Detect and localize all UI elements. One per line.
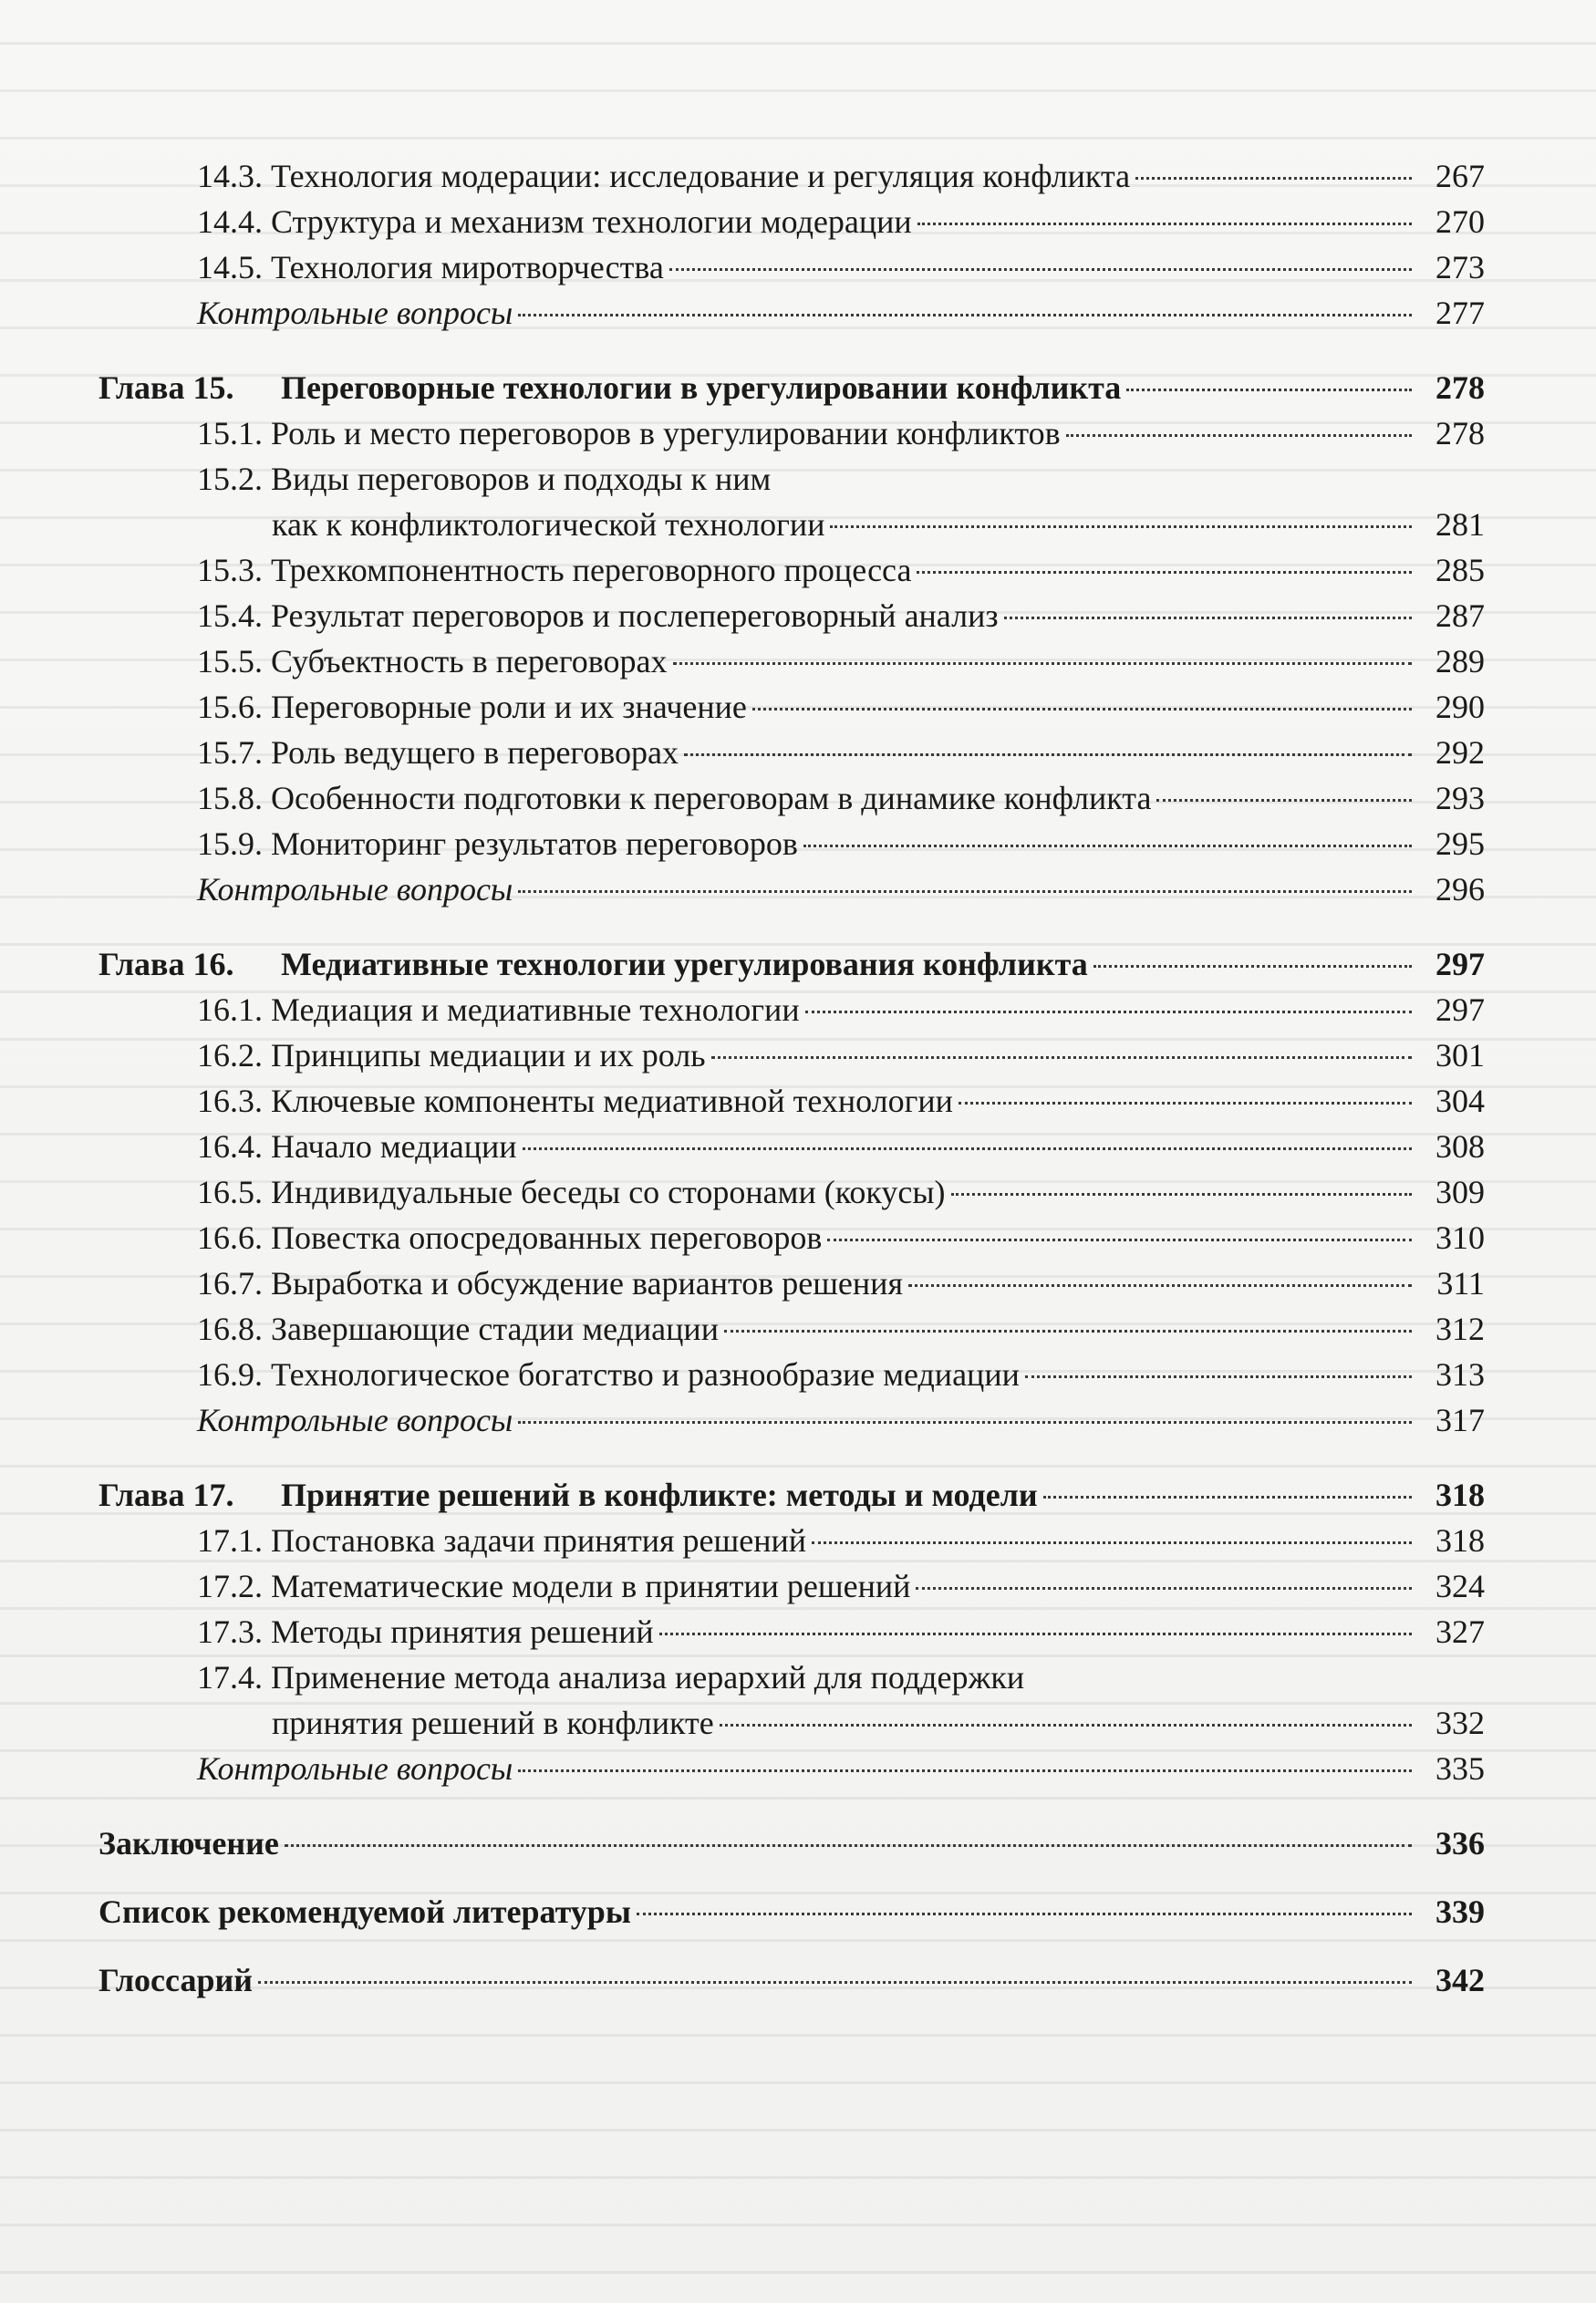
page-number: 277 xyxy=(1435,295,1485,331)
page-number: 342 xyxy=(1435,1962,1485,1998)
entry-title: Контрольные вопросы xyxy=(197,1750,513,1787)
entry-title: Медиативные технологии урегулирования конфликта xyxy=(281,946,1088,982)
chapter-number: Глава 15. xyxy=(98,369,234,406)
entry-title: 15.1. Роль и место переговоров в урегулировании конфликтов xyxy=(197,415,1061,451)
page-number: 317 xyxy=(1435,1402,1485,1438)
toc-section-entry[interactable] xyxy=(98,456,1485,502)
entry-title: 16.9. Технологическое богатство и разнообразие медиации xyxy=(197,1356,1020,1393)
dot-leader xyxy=(1004,617,1412,619)
dot-leader xyxy=(917,223,1412,225)
backmatter-spacer xyxy=(98,1791,1485,1821)
entry-title: 16.1. Медиация и медиативные технологии xyxy=(197,991,800,1028)
table-of-contents xyxy=(98,153,1485,2003)
toc-section-entry[interactable] xyxy=(98,684,1485,730)
dot-leader xyxy=(523,1147,1412,1150)
chapter-number: Глава 16. xyxy=(98,946,234,982)
page-number: 309 xyxy=(1435,1174,1485,1210)
dot-leader xyxy=(752,708,1412,711)
dot-leader xyxy=(518,1769,1412,1772)
toc-section-entry[interactable] xyxy=(98,1518,1485,1563)
dot-leader xyxy=(711,1056,1412,1059)
entry-title: 16.4. Начало медиации xyxy=(197,1128,517,1165)
page-number: 267 xyxy=(1435,158,1485,194)
entry-title: Заключение xyxy=(98,1825,279,1862)
toc-section-entry[interactable] xyxy=(98,1169,1485,1215)
entry-title: Контрольные вопросы xyxy=(197,295,513,331)
chapter-spacer xyxy=(98,912,1485,941)
entry-title: 16.6. Повестка опосредованных переговоров xyxy=(197,1219,823,1256)
toc-section-entry[interactable] xyxy=(98,244,1485,290)
page-number: 335 xyxy=(1435,1750,1485,1787)
page-number: 296 xyxy=(1435,871,1485,908)
toc-section-entry[interactable] xyxy=(98,1563,1485,1609)
dot-leader xyxy=(258,1981,1412,1984)
entry-title: 16.2. Принципы медиации и их роль xyxy=(197,1037,706,1074)
page-number: 318 xyxy=(1435,1522,1485,1559)
page-number: 327 xyxy=(1435,1613,1485,1650)
dot-leader xyxy=(803,845,1412,847)
dot-leader xyxy=(916,1587,1412,1590)
toc-chapter-entry[interactable] xyxy=(98,941,1485,987)
dot-leader xyxy=(1066,434,1412,437)
dot-leader xyxy=(285,1844,1412,1847)
backmatter-spacer xyxy=(98,1935,1485,1957)
toc-section-continuation[interactable] xyxy=(98,502,1485,547)
dot-leader xyxy=(673,662,1412,665)
toc-section-entry[interactable] xyxy=(98,547,1485,593)
dot-leader xyxy=(827,1239,1412,1241)
page-number: 324 xyxy=(1435,1568,1485,1604)
page-number: 311 xyxy=(1436,1265,1485,1302)
dot-leader xyxy=(659,1633,1412,1635)
dot-leader xyxy=(805,1011,1412,1013)
entry-title: Контрольные вопросы xyxy=(197,871,513,908)
page-number: 289 xyxy=(1435,643,1485,679)
entry-title: 15.5. Субъектность в переговорах xyxy=(197,643,668,679)
entry-title: Контрольные вопросы xyxy=(197,1402,513,1438)
toc-section-continuation[interactable] xyxy=(98,1700,1485,1746)
page-number: 308 xyxy=(1435,1128,1485,1165)
dot-leader xyxy=(518,890,1412,893)
toc-review-questions-entry[interactable] xyxy=(98,866,1485,912)
toc-section-entry[interactable] xyxy=(98,593,1485,638)
toc-backmatter-entry[interactable] xyxy=(98,1889,1485,1935)
entry-title: 17.4. Применение метода анализа иерархий для поддержки xyxy=(197,1659,1025,1696)
dot-leader xyxy=(917,571,1412,574)
toc-review-questions-entry[interactable] xyxy=(98,290,1485,336)
toc-section-entry[interactable] xyxy=(98,1352,1485,1397)
entry-title: принятия решений в конфликте xyxy=(272,1705,714,1741)
dot-leader xyxy=(1093,965,1412,968)
dot-leader xyxy=(959,1102,1412,1105)
entry-title: 17.1. Постановка задачи принятия решений xyxy=(197,1522,807,1559)
toc-section-entry[interactable] xyxy=(98,1260,1485,1306)
dot-leader xyxy=(518,314,1412,316)
toc-section-entry[interactable] xyxy=(98,153,1485,199)
dot-leader xyxy=(518,1421,1412,1424)
page-number: 336 xyxy=(1435,1825,1485,1862)
page-number: 332 xyxy=(1435,1705,1485,1741)
entry-title: 15.9. Мониторинг результатов переговоров xyxy=(197,825,798,862)
page-number: 285 xyxy=(1435,552,1485,588)
dot-leader xyxy=(812,1541,1412,1544)
dot-leader xyxy=(720,1724,1412,1727)
entry-title: 16.7. Выработка и обсуждение вариантов решения xyxy=(197,1265,903,1302)
dot-leader xyxy=(724,1330,1412,1333)
page-number: 297 xyxy=(1435,991,1485,1028)
page-number: 297 xyxy=(1435,946,1485,982)
chapter-spacer xyxy=(98,336,1485,365)
dot-leader xyxy=(1156,799,1412,802)
toc-section-entry[interactable] xyxy=(98,1032,1485,1078)
entry-title: 15.8. Особенности подготовки к переговорам в динамике конфликта xyxy=(197,780,1152,816)
page-number: 318 xyxy=(1435,1477,1485,1513)
page-number: 310 xyxy=(1435,1219,1485,1256)
entry-title: 15.4. Результат переговоров и послепереговорный анализ xyxy=(197,597,999,634)
chapter-spacer xyxy=(98,1443,1485,1472)
entry-title: как к конфликтологической технологии xyxy=(272,506,825,543)
page-number: 313 xyxy=(1435,1356,1485,1393)
entry-title: 15.7. Роль ведущего в переговорах xyxy=(197,734,679,771)
dot-leader xyxy=(951,1193,1413,1196)
toc-section-entry[interactable] xyxy=(98,199,1485,244)
entry-title: 17.2. Математические модели в принятии решений xyxy=(197,1568,911,1604)
page-number: 278 xyxy=(1435,415,1485,451)
entry-title: 14.3. Технология модерации: исследование и регуляция конфликта xyxy=(197,158,1131,194)
page-number: 290 xyxy=(1435,689,1485,725)
page-number: 270 xyxy=(1435,203,1485,240)
toc-chapter-entry[interactable] xyxy=(98,365,1485,410)
entry-title: 15.6. Переговорные роли и их значение xyxy=(197,689,747,725)
toc-backmatter-entry[interactable] xyxy=(98,1957,1485,2003)
dot-leader xyxy=(1025,1375,1412,1378)
entry-title: 14.4. Структура и механизм технологии модерации xyxy=(197,203,912,240)
entry-title: Список рекомендуемой литературы xyxy=(98,1893,631,1930)
toc-section-entry[interactable] xyxy=(98,1306,1485,1352)
dot-leader xyxy=(669,268,1412,271)
page-number: 292 xyxy=(1435,734,1485,771)
toc-chapter-entry[interactable] xyxy=(98,1472,1485,1518)
dot-leader xyxy=(830,525,1412,528)
toc-section-entry[interactable] xyxy=(98,730,1485,775)
entry-title: 15.2. Виды переговоров и подходы к ним xyxy=(197,461,772,497)
page-number: 287 xyxy=(1435,597,1485,634)
entry-title: Переговорные технологии в урегулировании конфликта xyxy=(281,369,1122,406)
toc-backmatter-entry[interactable] xyxy=(98,1821,1485,1866)
backmatter-spacer xyxy=(98,1866,1485,1889)
dot-leader xyxy=(637,1913,1412,1915)
entry-title: 17.3. Методы принятия решений xyxy=(197,1613,654,1650)
toc-section-entry[interactable] xyxy=(98,987,1485,1032)
entry-title: Глоссарий xyxy=(98,1962,253,1998)
page-number: 312 xyxy=(1435,1311,1485,1347)
entry-title: 15.3. Трехкомпонентность переговорного процесса xyxy=(197,552,912,588)
entry-title: 16.3. Ключевые компоненты медиативной технологии xyxy=(197,1083,953,1119)
chapter-number: Глава 17. xyxy=(98,1477,234,1513)
dot-leader xyxy=(908,1284,1412,1287)
toc-section-entry[interactable] xyxy=(98,1215,1485,1260)
toc-section-entry[interactable] xyxy=(98,775,1485,821)
page-number: 273 xyxy=(1435,249,1485,285)
toc-section-entry[interactable] xyxy=(98,1609,1485,1655)
page-number: 304 xyxy=(1435,1083,1485,1119)
page-number: 281 xyxy=(1435,506,1485,543)
page-number: 339 xyxy=(1435,1893,1485,1930)
entry-title: 16.5. Индивидуальные беседы со сторонами (кокусы) xyxy=(197,1174,946,1210)
page-number: 301 xyxy=(1435,1037,1485,1074)
toc-section-entry[interactable] xyxy=(98,410,1485,456)
entry-title: 16.8. Завершающие стадии медиации xyxy=(197,1311,719,1347)
dot-leader xyxy=(1135,177,1412,180)
dot-leader xyxy=(1043,1496,1412,1499)
toc-section-entry[interactable] xyxy=(98,821,1485,866)
dot-leader xyxy=(684,753,1412,756)
page-number: 293 xyxy=(1435,780,1485,816)
page-number: 295 xyxy=(1435,825,1485,862)
page-number: 278 xyxy=(1435,369,1485,406)
toc-section-entry[interactable] xyxy=(98,1078,1485,1124)
toc-review-questions-entry[interactable] xyxy=(98,1397,1485,1443)
toc-section-entry[interactable] xyxy=(98,1655,1485,1700)
dot-leader xyxy=(1126,389,1412,391)
toc-section-entry[interactable] xyxy=(98,638,1485,684)
toc-review-questions-entry[interactable] xyxy=(98,1746,1485,1791)
toc-section-entry[interactable] xyxy=(98,1124,1485,1169)
entry-title: Принятие решений в конфликте: методы и модели xyxy=(281,1477,1038,1513)
entry-title: 14.5. Технология миротворчества xyxy=(197,249,664,285)
